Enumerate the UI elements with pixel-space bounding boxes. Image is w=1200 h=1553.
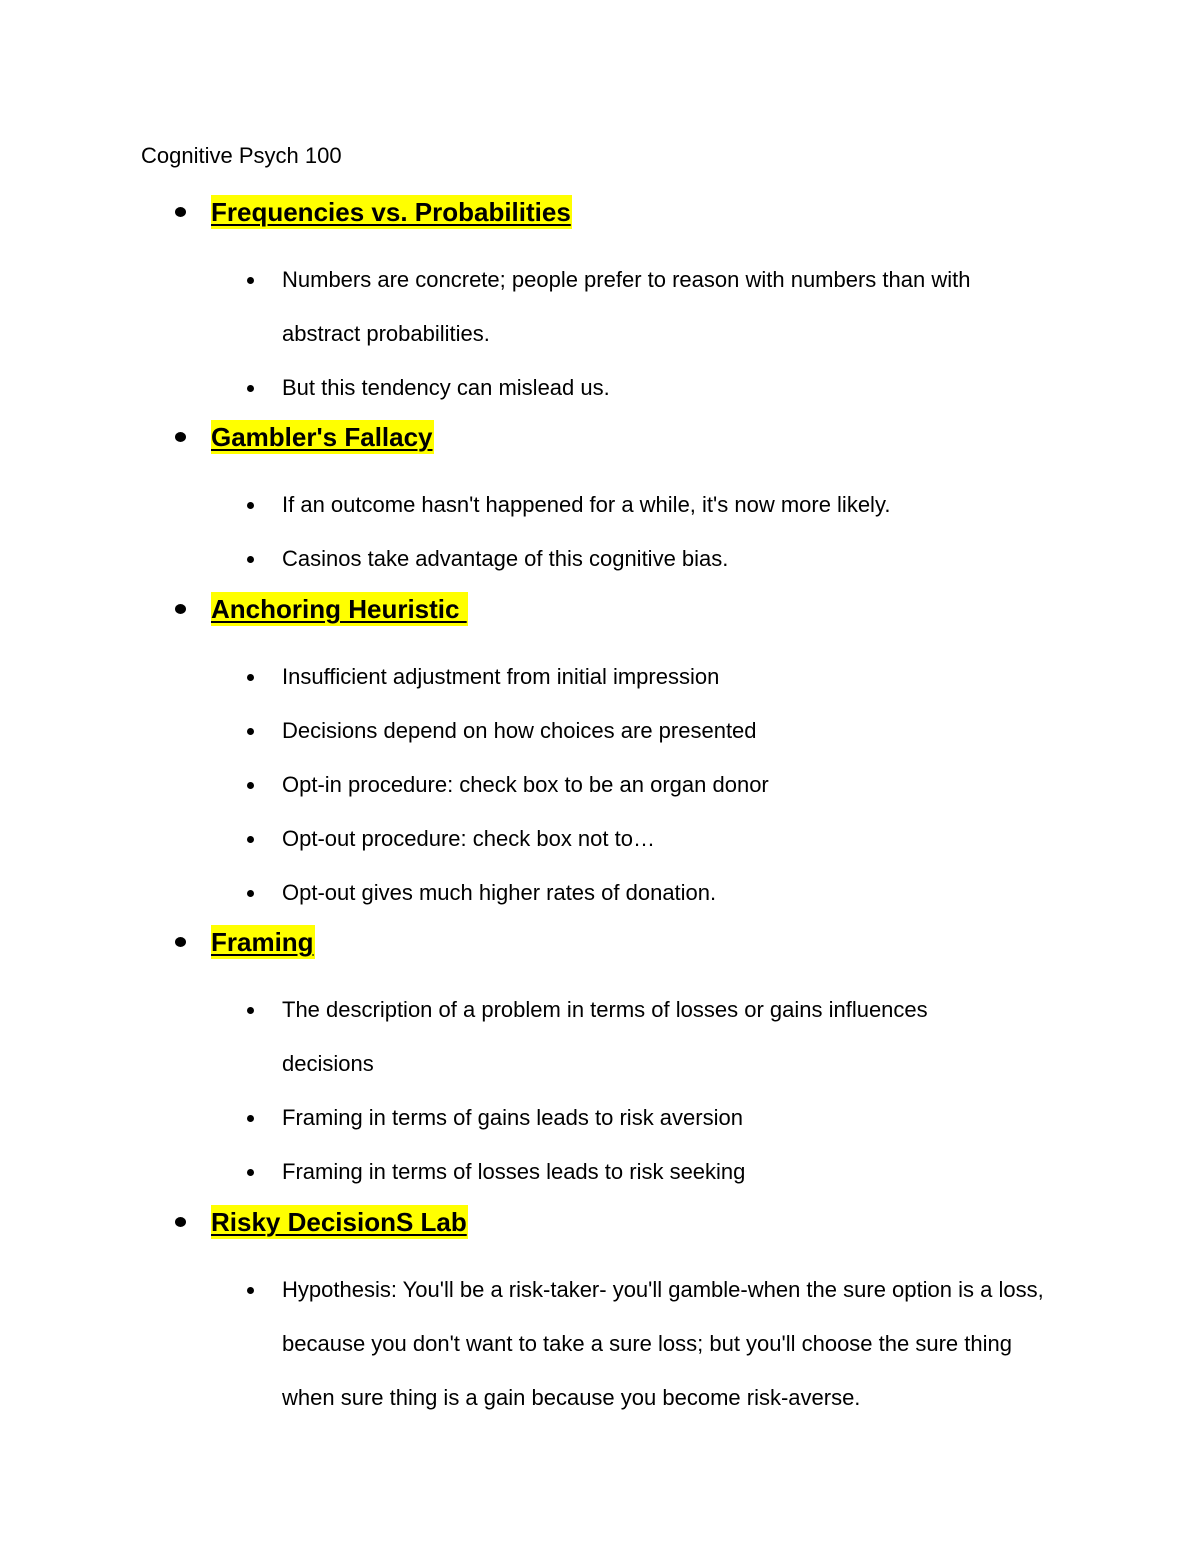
list-item-text: Opt-out gives much higher rates of donation. (282, 880, 717, 905)
bullet-icon (247, 890, 254, 897)
list-item-text: Framing in terms of gains leads to risk aversion (282, 1105, 743, 1130)
list-item (0, 1145, 1200, 1199)
section-heading: Anchoring Heuristic (211, 594, 467, 624)
section-heading: Framing (211, 927, 314, 957)
list-item (0, 983, 1200, 1091)
list-item-text: Numbers are concrete; people prefer to reason with numbers than with abstract probabilities. (282, 267, 971, 346)
list-item (0, 1091, 1200, 1145)
bullet-icon (247, 502, 254, 509)
bullet-icon (175, 1217, 186, 1227)
section-frequencies (0, 195, 1200, 415)
bullet-icon (247, 385, 254, 392)
section-heading: Gambler's Fallacy (211, 422, 433, 452)
bullet-icon (247, 674, 254, 681)
list-item (0, 704, 1200, 758)
bullet-icon (247, 836, 254, 843)
bullet-icon (175, 207, 186, 217)
list-item (0, 1263, 1200, 1425)
list-item (0, 361, 1200, 415)
section-heading-row (0, 1205, 1200, 1239)
bullet-icon (247, 1287, 254, 1294)
bullet-icon (247, 1169, 254, 1176)
document-title: Cognitive Psych 100 (141, 143, 342, 168)
section-heading-row (0, 195, 1200, 229)
bullet-icon (247, 277, 254, 284)
list-item-text: Opt-in procedure: check box to be an organ donor (282, 772, 769, 797)
list-item (0, 253, 1200, 361)
list-item (0, 866, 1200, 920)
bullet-icon (247, 728, 254, 735)
section-heading: Frequencies vs. Probabilities (211, 197, 571, 227)
list-item (0, 812, 1200, 866)
bullet-icon (175, 604, 186, 614)
bullet-icon (247, 782, 254, 789)
list-item-text: Opt-out procedure: check box not to… (282, 826, 655, 851)
bullet-icon (247, 1007, 254, 1014)
list-item-text: Casinos take advantage of this cognitive bias. (282, 546, 729, 571)
list-item (0, 532, 1200, 586)
list-item-text: The description of a problem in terms of losses or gains influences decisions (282, 997, 928, 1076)
section-risky-decisions-lab (0, 1205, 1200, 1425)
section-anchoring-heuristic (0, 592, 1200, 920)
section-heading-row (0, 420, 1200, 454)
section-heading: Risky DecisionS Lab (211, 1207, 467, 1237)
list-item (0, 478, 1200, 532)
list-item (0, 758, 1200, 812)
list-item-text: Framing in terms of losses leads to risk seeking (282, 1159, 746, 1184)
bullet-icon (247, 556, 254, 563)
section-gamblers-fallacy (0, 420, 1200, 586)
list-item (0, 650, 1200, 704)
section-framing (0, 925, 1200, 1199)
bullet-icon (247, 1115, 254, 1122)
section-heading-row (0, 925, 1200, 959)
list-item-text: Hypothesis: You'll be a risk-taker- you'll gamble-when the sure option is a loss, because you don't want to take a sure loss; but you'll choose the sure thing when sure thing is a gain because you become risk-averse. (282, 1277, 1044, 1410)
section-heading-row (0, 592, 1200, 626)
bullet-icon (175, 937, 186, 947)
list-item-text: If an outcome hasn't happened for a while, it's now more likely. (282, 492, 891, 517)
list-item-text: Insufficient adjustment from initial impression (282, 664, 720, 689)
bullet-icon (175, 432, 186, 442)
list-item-text: But this tendency can mislead us. (282, 375, 610, 400)
list-item-text: Decisions depend on how choices are presented (282, 718, 757, 743)
